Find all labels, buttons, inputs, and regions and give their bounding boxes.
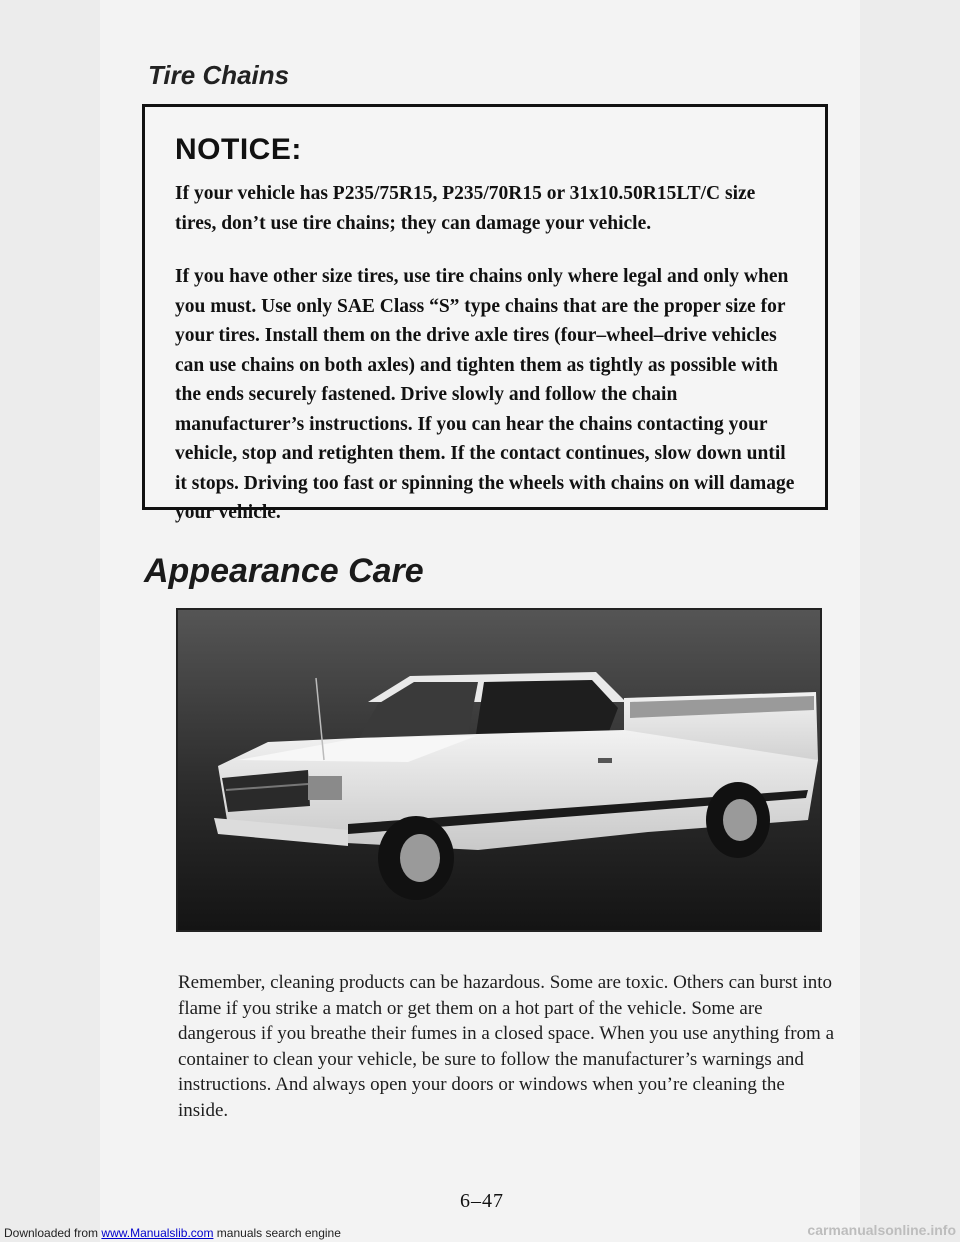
download-suffix: manuals search engine: [216, 1226, 341, 1240]
pickup-truck-photo: [176, 608, 822, 932]
watermark: carmanualsonline.info: [807, 1222, 956, 1238]
notice-box: [142, 104, 828, 523]
manualslib-link[interactable]: www.Manualslib.com: [101, 1226, 214, 1240]
appearance-care-body: Remember, cleaning products can be hazardous. Some are toxic. Others can burst into flame if you strike a match or get them on a hot part of the vehicle. Some are dangerous if you breathe their fumes in a closed space. When you use anything from a container to clean your vehicle, be sure to follow the manufacturer’s warnings and instructions. And always open your doors or windows when you’re cleaning the inside.: [178, 972, 835, 1121]
notice-heading: NOTICE:: [175, 133, 302, 166]
download-prefix: Downloaded from: [4, 1226, 99, 1240]
notice-paragraph-1: If your vehicle has P235/75R15, P235/70R15 or 31x10.50R15LT/C size tires, don’t use tire chains; they can damage your vehicle.: [175, 183, 756, 234]
page-number: 6–47: [460, 1190, 504, 1212]
download-credit: [4, 1226, 341, 1240]
section-title-tire-chains: Tire Chains: [148, 60, 290, 90]
appearance-care-title: Appearance Care: [144, 552, 424, 590]
notice-paragraph-2: If you have other size tires, use tire chains only where legal and only when you must. Use only SAE Class “S” type chains that are the proper size for your tires. Install them on the drive axle tires (four–wheel–drive vehicles can use chains on both axles) and tighten them as tightly as possible with the ends securely fastened. Drive slowly and follow the chain manufacturer’s instructions. If you can hear the chains contacting your vehicle, stop and retighten them. If the contact continues, slow down until it stops. Driving too fast or spinning the wheels with chains on will damage your vehicle.: [175, 266, 795, 523]
pickup-truck-illustration: [178, 610, 820, 930]
